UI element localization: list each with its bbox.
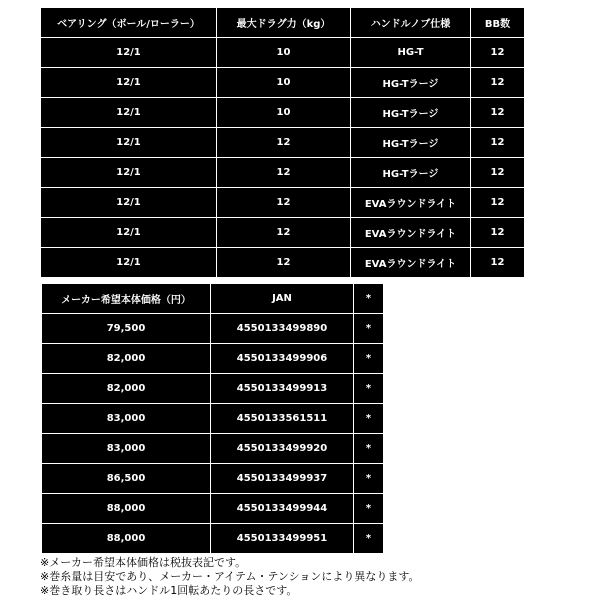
max-drag-cell: 12 [217,248,351,278]
price-table [41,283,384,554]
asterisk-cell: * [354,314,384,344]
table-row [42,314,384,344]
max-drag-cell: 10 [217,98,351,128]
bearing-cell: 12/1 [41,98,217,128]
handle-knob-cell: HG-T [351,38,471,68]
handle-knob-cell: EVAラウンドライト [351,248,471,278]
jan-cell: 4550133499944 [211,494,354,524]
asterisk-cell: * [354,344,384,374]
footnote-line-capacity: ※巻糸量は目安であり、メーカー・アイテム・テンションにより異なります。 [40,570,420,583]
price-cell: 82,000 [42,344,211,374]
asterisk-cell: * [354,404,384,434]
jan-cell: 4550133499890 [211,314,354,344]
spec-table-header-row [41,8,525,38]
price-cell: 83,000 [42,434,211,464]
jan-cell: 4550133499913 [211,374,354,404]
bb-count-cell: 12 [471,158,525,188]
price-cell: 83,000 [42,404,211,434]
handle-knob-cell: HG-Tラージ [351,98,471,128]
header-asterisk: * [354,284,384,314]
price-cell: 79,500 [42,314,211,344]
price-cell: 88,000 [42,494,211,524]
asterisk-cell: * [354,464,384,494]
max-drag-cell: 12 [217,218,351,248]
max-drag-cell: 10 [217,68,351,98]
table-row [42,344,384,374]
bearing-cell: 12/1 [41,158,217,188]
table-row [42,464,384,494]
header-bb-count: BB数 [471,8,525,38]
handle-knob-cell: EVAラウンドライト [351,188,471,218]
asterisk-cell: * [354,494,384,524]
table-row [42,434,384,464]
jan-cell: 4550133499951 [211,524,354,554]
price-cell: 88,000 [42,524,211,554]
bb-count-cell: 12 [471,218,525,248]
jan-cell: 4550133499920 [211,434,354,464]
table-row [41,128,525,158]
header-jan: JAN [211,284,354,314]
jan-cell: 4550133499937 [211,464,354,494]
bb-count-cell: 12 [471,248,525,278]
max-drag-cell: 12 [217,188,351,218]
max-drag-cell: 12 [217,158,351,188]
jan-cell: 4550133561511 [211,404,354,434]
spec-table [40,7,525,278]
bearing-cell: 12/1 [41,68,217,98]
table-row [41,248,525,278]
table-row [42,494,384,524]
bb-count-cell: 12 [471,128,525,158]
table-row [41,158,525,188]
bearing-cell: 12/1 [41,38,217,68]
table-row [42,404,384,434]
bb-count-cell: 12 [471,98,525,128]
jan-cell: 4550133499906 [211,344,354,374]
asterisk-cell: * [354,434,384,464]
table-row [42,524,384,554]
footnote-tax-excluded: ※メーカー希望本体価格は税抜表記です。 [40,556,247,569]
footnote-retrieve-length: ※巻き取り長さはハンドル1回転あたりの長さです。 [40,584,298,597]
handle-knob-cell: HG-Tラージ [351,158,471,188]
asterisk-cell: * [354,374,384,404]
price-table-header-row [42,284,384,314]
header-bearing: ベアリング（ボール/ローラー） [41,8,217,38]
price-cell: 82,000 [42,374,211,404]
bearing-cell: 12/1 [41,248,217,278]
bearing-cell: 12/1 [41,218,217,248]
header-handle-knob: ハンドルノブ仕様 [351,8,471,38]
handle-knob-cell: HG-Tラージ [351,128,471,158]
table-row [41,68,525,98]
handle-knob-cell: HG-Tラージ [351,68,471,98]
bb-count-cell: 12 [471,38,525,68]
table-row [41,38,525,68]
header-max-drag: 最大ドラグ力（kg） [217,8,351,38]
table-row [41,188,525,218]
bb-count-cell: 12 [471,68,525,98]
table-row [41,218,525,248]
max-drag-cell: 10 [217,38,351,68]
footnotes [40,556,420,598]
table-row [41,98,525,128]
bearing-cell: 12/1 [41,188,217,218]
header-list-price: メーカー希望本体価格（円） [42,284,211,314]
handle-knob-cell: EVAラウンドライト [351,218,471,248]
price-cell: 86,500 [42,464,211,494]
asterisk-cell: * [354,524,384,554]
max-drag-cell: 12 [217,128,351,158]
table-row [42,374,384,404]
bearing-cell: 12/1 [41,128,217,158]
bb-count-cell: 12 [471,188,525,218]
